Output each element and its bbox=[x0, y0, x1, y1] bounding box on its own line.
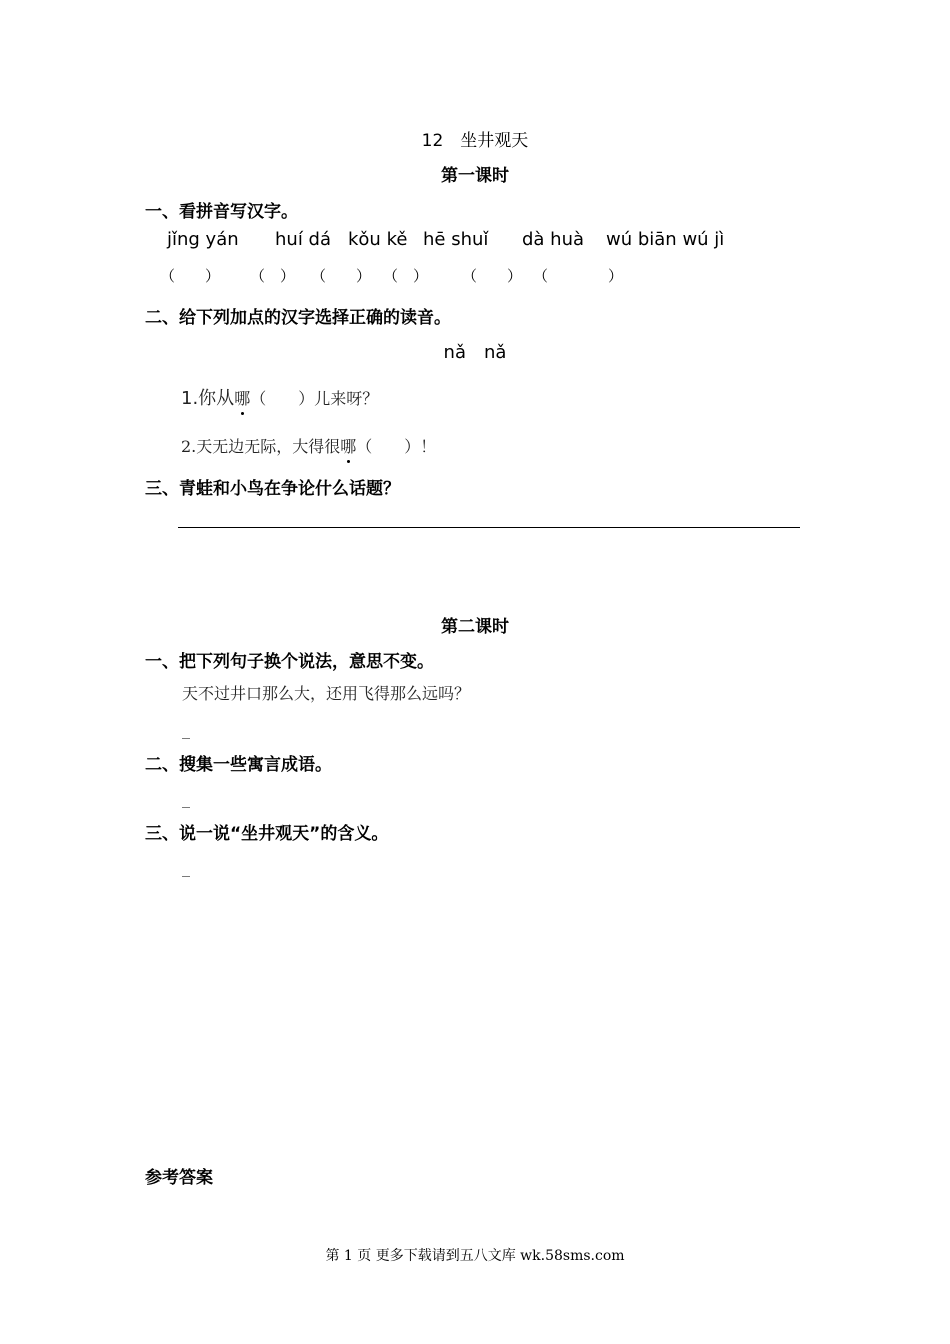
lesson2-q1-title: 一、把下列句子换个说法，意思不变。 bbox=[145, 652, 434, 672]
sentence-2-prefix: 2.天无边无际，大得很 bbox=[181, 437, 341, 456]
lesson2-q3-answer[interactable]: _ bbox=[182, 858, 190, 877]
sentence-1 bbox=[181, 384, 378, 410]
answer-blank-2[interactable]: （ ） bbox=[250, 267, 296, 285]
pinyin-4: hē shuǐ bbox=[423, 229, 489, 250]
pinyin-1: jǐng yán bbox=[167, 229, 239, 250]
reading-options: nǎ nǎ bbox=[443, 342, 507, 363]
lesson2-q2-title: 二、搜集一些寓言成语。 bbox=[145, 755, 332, 775]
page-footer: 第 1 页 更多下载请到五八文库 wk.58sms.com bbox=[325, 1248, 625, 1264]
answer-blank-1[interactable]: （ ） bbox=[160, 267, 221, 285]
pinyin-5: dà huà bbox=[522, 229, 585, 250]
answers-heading: 参考答案 bbox=[145, 1168, 213, 1188]
page-title: 12 坐井观天 bbox=[421, 131, 529, 151]
pinyin-3: kǒu kě bbox=[348, 229, 408, 250]
sentence-2-suffix: （ ）！ bbox=[356, 437, 437, 456]
sentence-2 bbox=[181, 434, 436, 457]
sentence-1-prefix: 1.你从 bbox=[181, 388, 235, 409]
answer-blank-3[interactable]: （ ） bbox=[311, 267, 372, 285]
lesson2-q2-answer[interactable]: _ bbox=[182, 789, 190, 808]
lesson1-q2-title: 二、给下列加点的汉字选择正确的读音。 bbox=[145, 308, 451, 328]
pinyin-6: wú biān wú jì bbox=[606, 229, 725, 250]
answer-line[interactable] bbox=[178, 527, 800, 528]
lesson2-heading: 第二课时 bbox=[441, 617, 509, 637]
lesson2-q1-answer[interactable]: _ bbox=[182, 720, 190, 739]
answer-blank-6[interactable]: （ ） bbox=[533, 267, 624, 285]
lesson2-q1-sentence: 天不过井口那么大，还用飞得那么远吗？ bbox=[182, 684, 471, 703]
lesson1-q3-title: 三、青蛙和小鸟在争论什么话题？ bbox=[145, 479, 400, 499]
pinyin-2: huí dá bbox=[275, 229, 331, 250]
answer-blank-5[interactable]: （ ） bbox=[462, 267, 523, 285]
sentence-1-suffix: （ ）儿来呀？ bbox=[250, 389, 379, 408]
dotted-char-1: 哪 bbox=[234, 386, 250, 409]
lesson1-heading: 第一课时 bbox=[441, 166, 509, 186]
answer-blank-4[interactable]: （ ） bbox=[383, 267, 429, 285]
lesson2-q3-title: 三、说一说“坐井观天”的含义。 bbox=[145, 824, 389, 844]
lesson1-q1-title: 一、看拼音写汉字。 bbox=[145, 202, 298, 222]
dotted-char-2: 哪 bbox=[340, 434, 356, 457]
